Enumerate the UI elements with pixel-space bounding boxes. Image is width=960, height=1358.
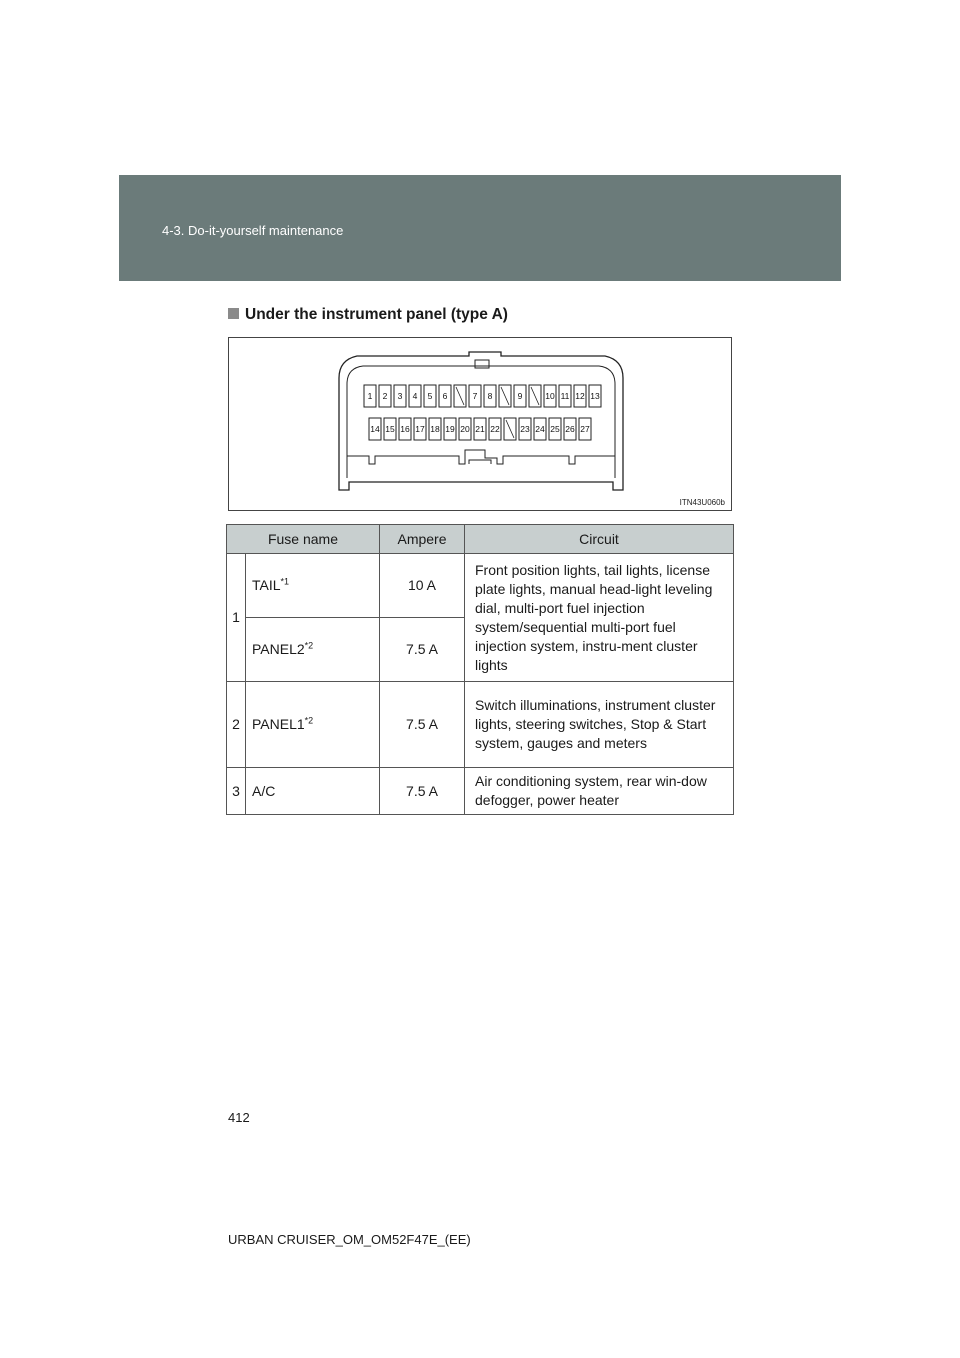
fuse-slot-number: 13 — [590, 391, 600, 401]
fuse-slot-number: 2 — [382, 391, 388, 401]
figure-id: ITN43U060b — [679, 498, 725, 507]
ampere-value: 7.5 A — [380, 618, 465, 682]
fuse-slot-number: 24 — [535, 424, 545, 434]
fuse-name — [246, 618, 380, 682]
fuse-slot-number: 19 — [445, 424, 455, 434]
fuse-slot-number: 8 — [487, 391, 493, 401]
col-fuse-name: Fuse name — [227, 525, 380, 554]
fuse-slot-number: 10 — [545, 391, 555, 401]
fuse-slot-number: 17 — [415, 424, 425, 434]
fuse-slot-number: 6 — [442, 391, 448, 401]
section-header-bar — [119, 175, 841, 281]
subsection-heading — [228, 306, 508, 324]
empty-slot-hatch — [506, 420, 514, 438]
fuse-slot-number: 14 — [370, 424, 380, 434]
row-number: 1 — [227, 554, 246, 682]
fuse-slot-number: 27 — [580, 424, 590, 434]
ampere-value: 7.5 A — [380, 768, 465, 815]
fuse-slot-number: 3 — [397, 391, 403, 401]
footnote-mark: *2 — [304, 715, 314, 726]
circuit-description: Air conditioning system, rear win-dow defogger, power heater — [465, 768, 734, 815]
fuse-table — [226, 524, 734, 815]
fuse-slot-number: 20 — [460, 424, 470, 434]
ampere-value: 7.5 A — [380, 682, 465, 768]
fuse-name-text: PANEL2 — [252, 641, 305, 657]
fuse-slot-number: 1 — [367, 391, 373, 401]
fuse-box-diagram — [228, 337, 732, 511]
ampere-value: 10 A — [380, 554, 465, 618]
footnote-mark: *1 — [280, 576, 290, 587]
fuse-name: A/C — [246, 768, 380, 815]
col-circuit: Circuit — [465, 525, 734, 554]
fuse-name-text: TAIL — [252, 577, 281, 593]
fuse-slot-number: 18 — [430, 424, 440, 434]
fuse-slot-number: 16 — [400, 424, 410, 434]
table-header-row — [227, 525, 734, 554]
fuse-slot-number: 12 — [575, 391, 585, 401]
footnote-mark: *2 — [304, 640, 314, 651]
circuit-description: Switch illuminations, instrument cluster lights, steering switches, Stop & Start system, gauges and meters — [465, 682, 734, 768]
document-footer: URBAN CRUISER_OM_OM52F47E_(EE) — [228, 1232, 471, 1247]
row-number: 3 — [227, 768, 246, 815]
page-number: 412 — [228, 1110, 250, 1125]
fuse-name — [246, 682, 380, 768]
empty-slot-hatch — [456, 387, 464, 405]
fuse-slot-number: 5 — [427, 391, 433, 401]
fuse-slot-number: 7 — [472, 391, 478, 401]
table-row — [227, 768, 734, 815]
empty-slot-hatch — [531, 387, 539, 405]
col-ampere: Ampere — [380, 525, 465, 554]
fuse-slot-number: 9 — [517, 391, 523, 401]
fuse-slot-number: 11 — [560, 391, 570, 401]
subsection-heading-text: Under the instrument panel (type A) — [245, 306, 508, 323]
fuse-slot-number: 15 — [385, 424, 395, 434]
fuse-box-drawing — [229, 338, 731, 510]
fuse-slot-number: 26 — [565, 424, 575, 434]
empty-slot-hatch — [501, 387, 509, 405]
row-number: 2 — [227, 682, 246, 768]
square-bullet-icon — [228, 308, 239, 319]
table-row — [227, 682, 734, 768]
fuse-name-text: PANEL1 — [252, 716, 305, 732]
fuse-slot-number: 25 — [550, 424, 560, 434]
circuit-description: Front position lights, tail lights, license plate lights, manual head-light leveling dial, multi-port fuel injection system/sequential multi-port fuel injection system, instru-ment cluster lights — [465, 554, 734, 682]
fuse-slot-number: 21 — [475, 424, 485, 434]
fuse-slot-number: 23 — [520, 424, 530, 434]
fuse-name — [246, 554, 380, 618]
section-title: 4-3. Do-it-yourself maintenance — [162, 223, 344, 238]
fuse-slot-number: 22 — [490, 424, 500, 434]
table-row — [227, 554, 734, 618]
fuse-slot-number: 4 — [412, 391, 418, 401]
